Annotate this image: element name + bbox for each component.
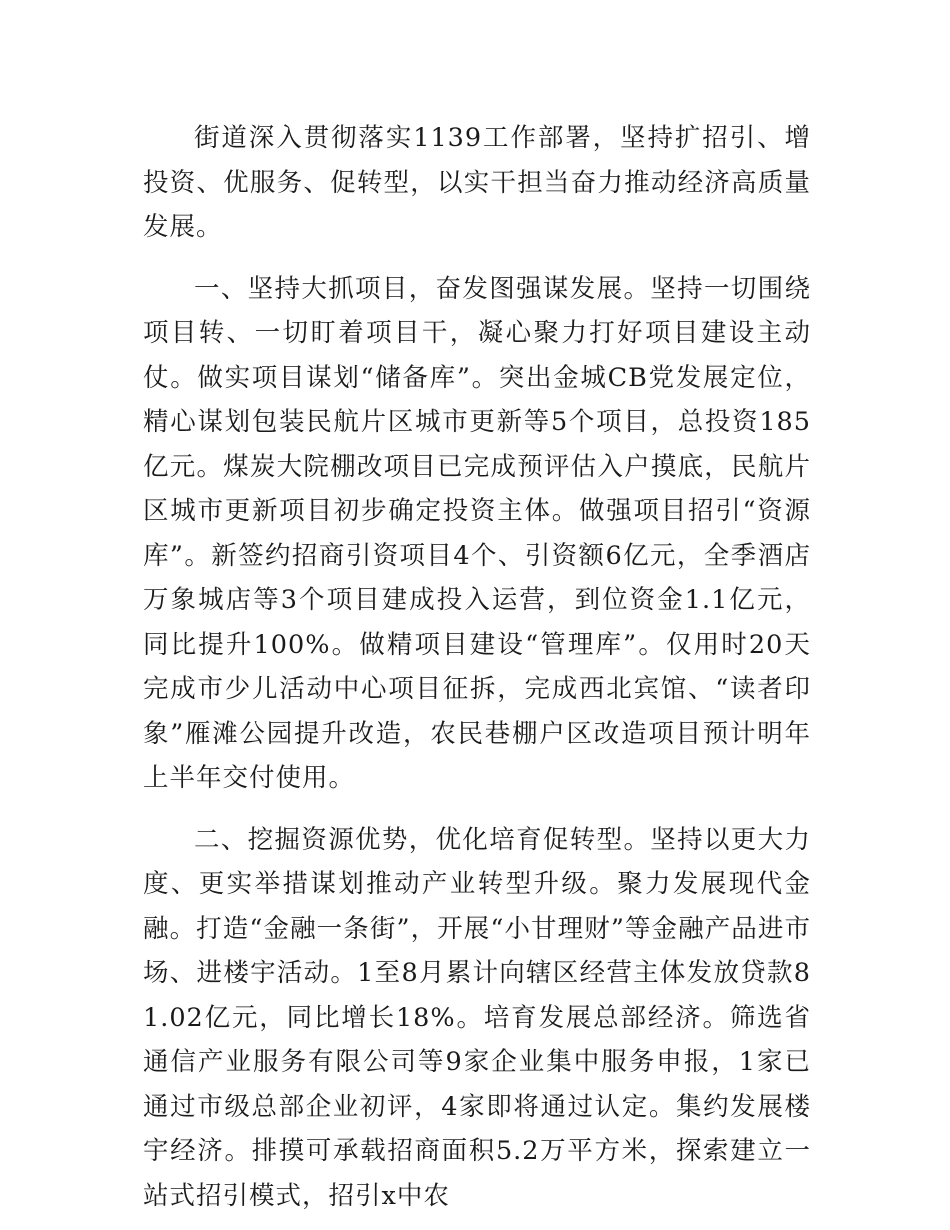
document-body [143,116,811,1218]
paragraph-intro: 街道深入贯彻落实1139工作部署，坚持扩招引、增投资、优服务、促转型，以实干担当奋力推动经济高质量发展。 [143,123,811,242]
paragraph-section-one: 一、坚持大抓项目，奋发图强谋发展。坚持一切围绕项目转、一切盯着项目干，凝心聚力打好项目建设主动仗。做实项目谋划“储备库”。突出金城CB党发展定位，精心谋划包装民航片区城市更新等5个项目，总投资185亿元。煤炭大院棚改项目已完成预评估入户摸底，民航片区城市更新项目初步确定投资主体。做强项目招引“资源库”。新签约招商引资项目4个、引资额6亿元，全季酒店万象城店等3个项目建成投入运营，到位资金1.1亿元，同比提升100%。做精项目建设“管理库”。仅用时20天完成市少儿活动中心项目征拆，完成西北宾馆、“读者印象”雁滩公园提升改造，农民巷棚户区改造项目预计明年上半年交付使用。 [143,273,811,793]
paragraph-section-two: 二、挖掘资源优势，优化培育促转型。坚持以更大力度、更实举措谋划推动产业转型升级。聚力发展现代金融。打造“金融一条街”，开展“小甘理财”等金融产品进市场、进楼宇活动。1至8月累计向辖区经营主体发放贷款81.02亿元，同比增长18%。培育发展总部经济。筛选省通信产业服务有限公司等9家企业集中服务申报，1家已通过市级总部企业初评，4家即将通过认定。集约发展楼宇经济。排摸可承载招商面积5.2万平方米，探索建立一站式招引模式，招引x中农 [143,824,811,1211]
